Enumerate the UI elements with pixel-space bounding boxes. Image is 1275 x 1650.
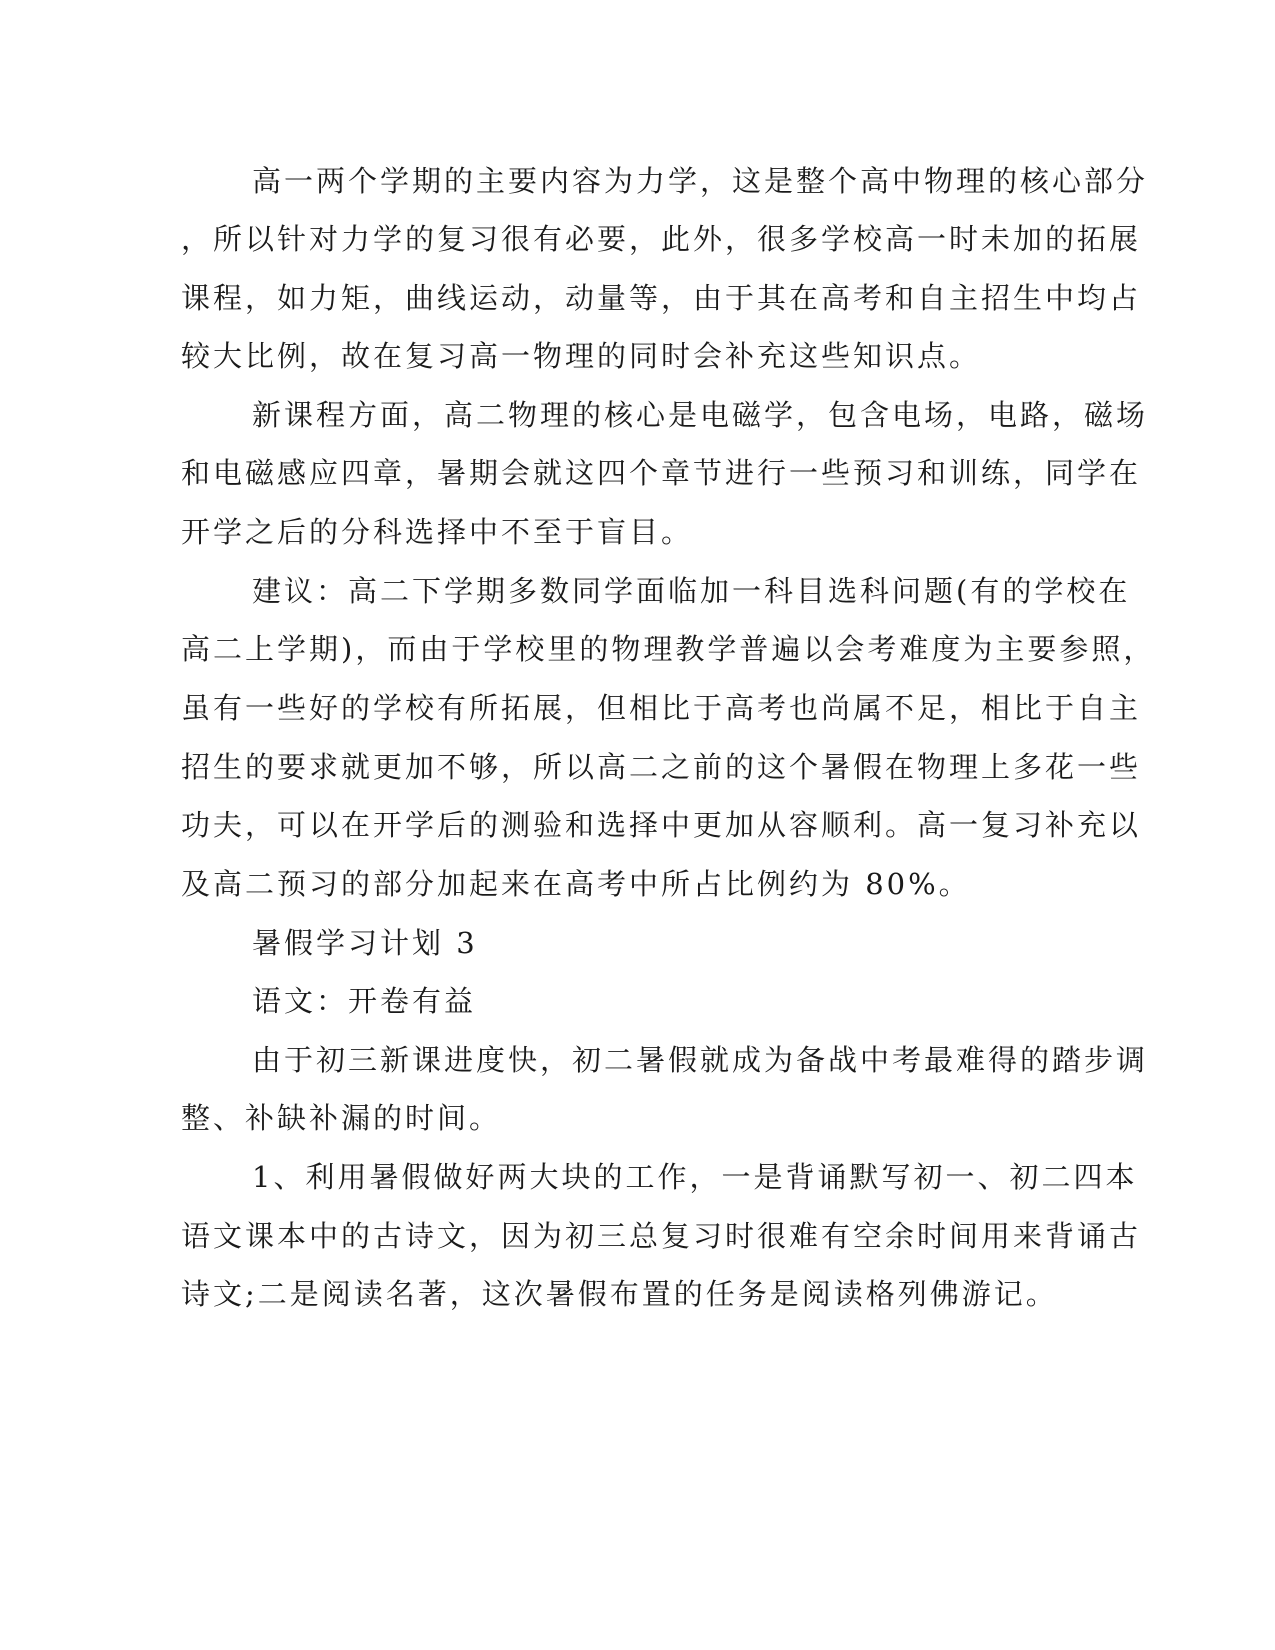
text-line: 诗文;二是阅读名著，这次暑假布置的任务是阅读格列佛游记。: [181, 1277, 1058, 1311]
text-line: 新课程方面，高二物理的核心是电磁学，包含电场，电路，磁场: [252, 398, 1149, 432]
text-line: 和电磁感应四章，暑期会就这四个章节进行一些预习和训练，同学在: [181, 456, 1142, 490]
text-line: ，所以针对力学的复习很有必要，此外，很多学校高一时未加的拓展: [181, 222, 1142, 256]
text-line: 高二上学期)，而由于学校里的物理教学普遍以会考难度为主要参照，: [181, 632, 1156, 666]
text-line: 及高二预习的部分加起来在高考中所占比例约为 80%。: [181, 867, 971, 901]
text-line: 高一两个学期的主要内容为力学，这是整个高中物理的核心部分: [252, 164, 1149, 198]
text-line: 由于初三新课进度快，初二暑假就成为备战中考最难得的踏步调: [252, 1043, 1149, 1077]
section-heading: 暑假学习计划 3: [252, 926, 478, 960]
text-line: 整、补缺补漏的时间。: [181, 1101, 502, 1135]
text-line: 建议：高二下学期多数同学面临加一科目选科问题(有的学校在: [252, 574, 1131, 608]
subsection-heading: 语文：开卷有益: [252, 984, 477, 1018]
text-line: 课程，如力矩，曲线运动，动量等，由于其在高考和自主招生中均占: [181, 281, 1142, 315]
text-line: 开学之后的分科选择中不至于盲目。: [181, 515, 694, 549]
text-line: 较大比例，故在复习高一物理的同时会补充这些知识点。: [181, 339, 982, 373]
text-line: 功夫，可以在开学后的测验和选择中更加从容顺利。高一复习补充以: [181, 808, 1142, 842]
text-line: 语文课本中的古诗文，因为初三总复习时很难有空余时间用来背诵古: [181, 1219, 1142, 1253]
text-line: 虽有一些好的学校有所拓展，但相比于高考也尚属不足，相比于自主: [181, 691, 1142, 725]
text-line: 1、利用暑假做好两大块的工作，一是背诵默写初一、初二四本: [252, 1160, 1138, 1194]
text-line: 招生的要求就更加不够，所以高二之前的这个暑假在物理上多花一些: [181, 750, 1142, 784]
